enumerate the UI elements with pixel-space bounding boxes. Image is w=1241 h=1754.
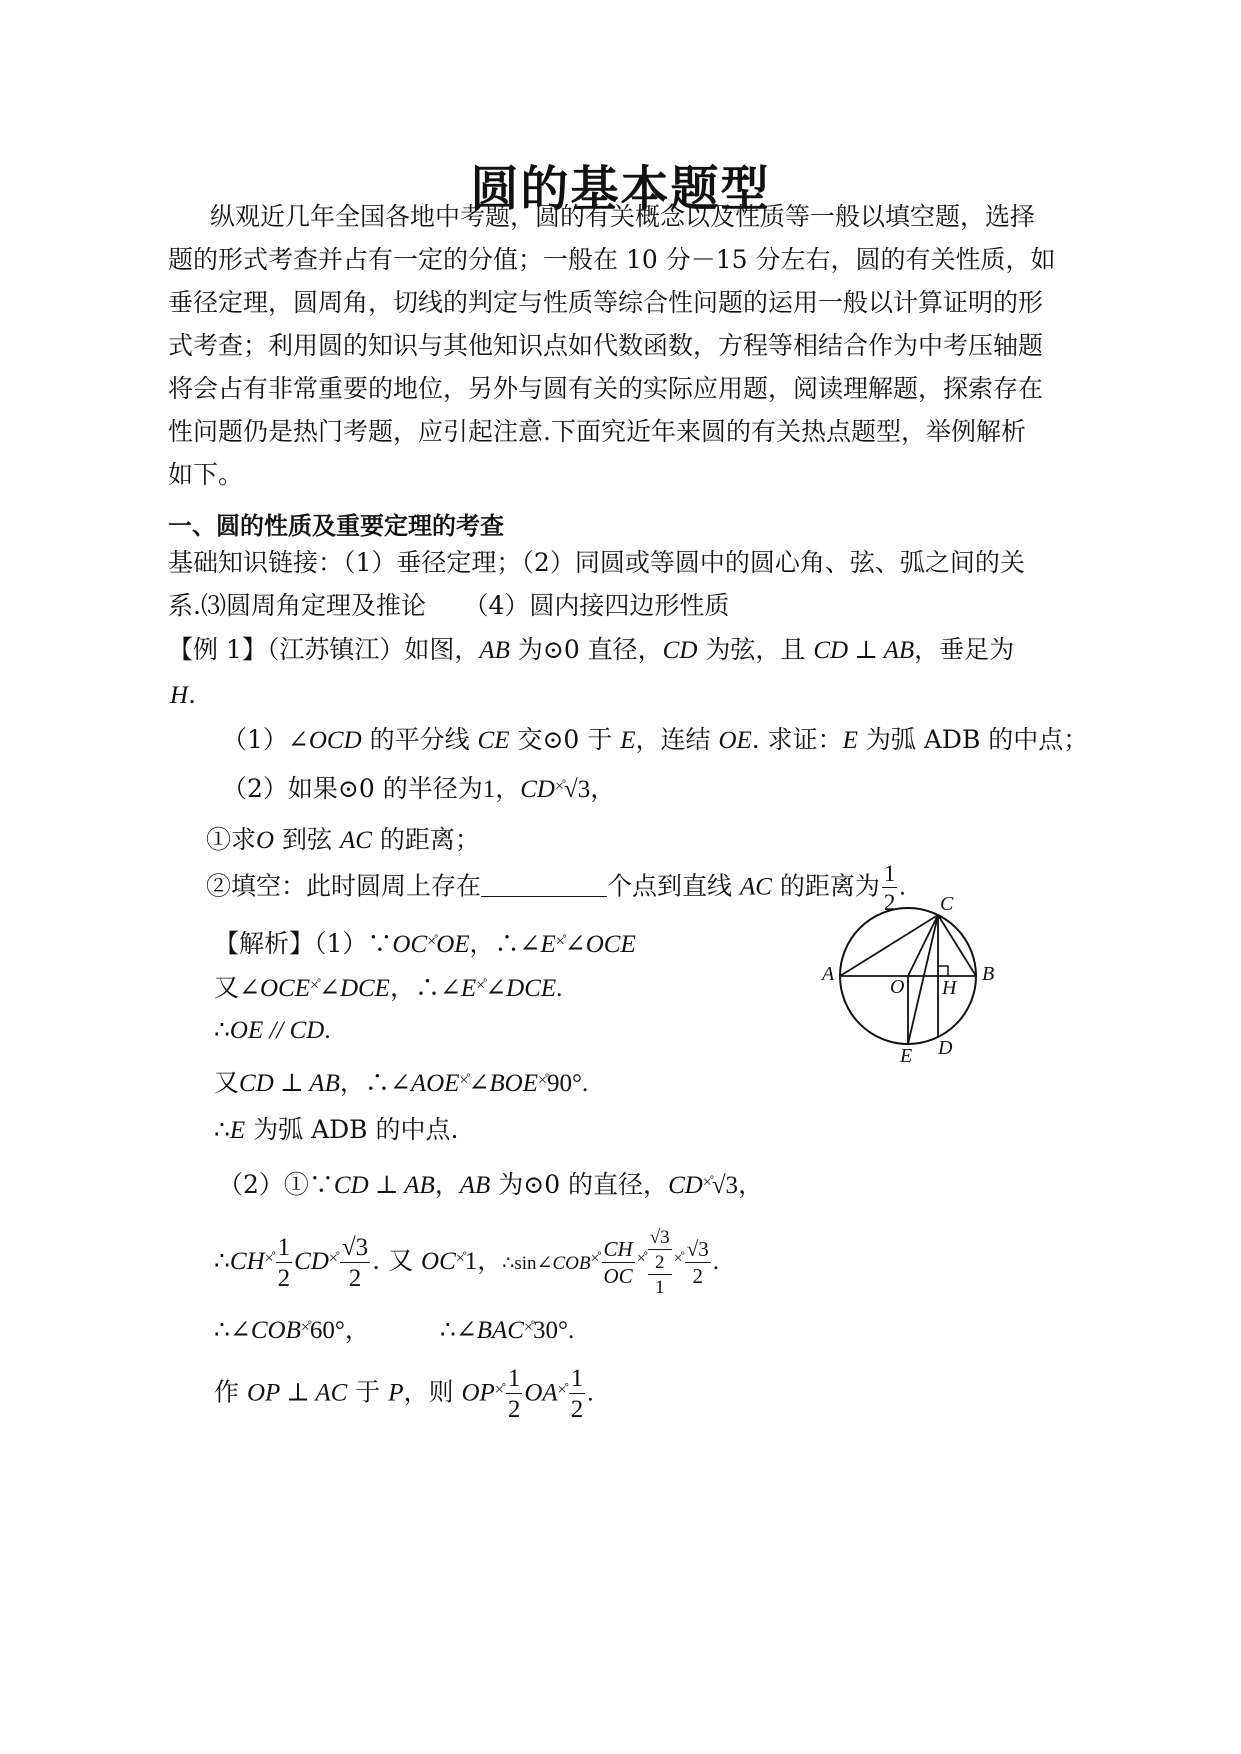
label-a: A <box>822 963 835 985</box>
math: ∠OCD <box>287 727 362 754</box>
math: AB <box>459 1172 491 1199</box>
math: √3 <box>711 1172 739 1199</box>
text: 个点到直线 <box>607 871 740 901</box>
math: CD <box>668 1172 703 1199</box>
math: CD <box>520 776 555 803</box>
label-c: C <box>940 893 954 915</box>
math: 1 <box>482 776 496 803</box>
label-e: E <box>900 1045 913 1067</box>
math: ∠COB <box>229 1317 301 1344</box>
basics-line-1: 基础知识链接：（1）垂径定理；（2）同圆或等圆中的圆心角、弦、弧之间的关 <box>168 548 1025 577</box>
segment-bc <box>938 915 976 976</box>
math: CD ⊥ AB <box>333 1172 435 1199</box>
text: ②填空：此时圆周上存在 <box>206 871 482 901</box>
question-2-2 <box>206 862 906 914</box>
text: 为⊙0 的直径， <box>490 1170 669 1199</box>
text: 的距离为 <box>771 871 880 901</box>
math: ∴sin <box>502 1253 537 1274</box>
intro-line-1: 纵观近几年全国各地中考题，圆的有关概念以及性质等一般以填空题，选择 <box>210 202 1036 231</box>
text: ，∴ <box>339 1068 390 1097</box>
example-tag: 【例 1】 <box>168 635 267 664</box>
math: OP ⊥ AC <box>246 1379 348 1407</box>
text: 为弧 ADB 的中点. <box>245 1115 459 1144</box>
intro-line-6: 性问题仍是热门考题，应引起注意.下面究近年来圆的有关热点题型，举例解析 <box>168 417 1026 446</box>
period: . <box>899 873 906 901</box>
frac-den: 2 <box>507 1396 521 1423</box>
right-angle-mark <box>938 966 948 976</box>
text: ∴ <box>214 1315 230 1344</box>
text: ，∴ <box>389 973 440 1002</box>
segment-ce <box>908 915 938 1044</box>
label-d: D <box>938 1037 953 1059</box>
text: 为弧 ADB 的中点； <box>857 725 1089 754</box>
example-1-foot <box>170 680 196 711</box>
text: 作 <box>214 1377 247 1407</box>
math: E <box>620 727 636 754</box>
text: ， <box>590 774 616 803</box>
math: ∠OCE <box>564 931 636 958</box>
text: ，连结 <box>635 725 719 754</box>
equals-glyph: ×̊ <box>538 1072 548 1089</box>
text: ∴ <box>214 1246 230 1275</box>
fraction <box>340 1235 370 1291</box>
equals-glyph: ×̊ <box>673 1250 683 1267</box>
page-title: 圆的基本题型 <box>470 161 771 217</box>
math: OE // CD <box>229 1017 325 1044</box>
fraction <box>276 1235 293 1291</box>
math: OC <box>421 1248 456 1275</box>
frac-num: 1 <box>883 861 896 886</box>
math: ∠COB <box>536 1253 591 1274</box>
equals-glyph: ×̊ <box>300 1319 310 1336</box>
math: E <box>842 727 858 754</box>
math: ∠DCE <box>319 975 390 1002</box>
frac-num: 1 <box>277 1233 291 1261</box>
period: . <box>324 1017 331 1044</box>
equals-glyph: ×̊ <box>459 1072 469 1089</box>
frac-den: 2 <box>883 890 896 915</box>
period: . <box>556 975 563 1002</box>
intro-line-4: 式考查；利用圆的知识与其他知识点如代数函数，方程等相结合作为中考压轴题 <box>168 331 1044 360</box>
text: ①求 <box>206 825 257 854</box>
frac-num: 1 <box>507 1365 521 1392</box>
math: 60° <box>309 1317 345 1344</box>
text: （2）如果⊙0 的半径为 <box>222 774 483 803</box>
math: CH <box>229 1248 265 1275</box>
math-ab: AB <box>479 637 510 664</box>
math: CD <box>294 1248 329 1275</box>
text: 又 <box>214 973 240 1002</box>
text: . 又 <box>372 1246 422 1275</box>
equals-glyph: ×̊ <box>554 778 564 795</box>
fraction <box>569 1366 586 1422</box>
compound-num <box>648 1228 672 1275</box>
text: ，∴ <box>469 929 520 958</box>
solution-line-9 <box>214 1366 593 1422</box>
math-h: H <box>170 682 189 709</box>
math: OA <box>524 1379 558 1407</box>
text: ， <box>344 1315 370 1344</box>
math: E <box>229 1117 246 1144</box>
example-text: 为弦，且 <box>697 635 814 664</box>
intro-line-7: 如下。 <box>168 460 244 489</box>
frac-num: √3 <box>686 1236 709 1261</box>
solution-line-6 <box>218 1168 763 1201</box>
frac-num: √3 <box>649 1227 670 1248</box>
math: √3 <box>564 776 591 803</box>
solution-line-4 <box>214 1066 588 1099</box>
equals-glyph: ×̊ <box>555 933 565 950</box>
math: AC <box>339 827 372 854</box>
example-text: ，垂足为 <box>914 635 1015 664</box>
equals-glyph: ×̊ <box>427 933 437 950</box>
example-source: （江苏镇江）如图， <box>266 635 480 664</box>
period: . <box>188 680 197 709</box>
math: OP <box>461 1379 495 1407</box>
frac-den: OC <box>603 1263 633 1288</box>
text: . 求证： <box>751 725 843 754</box>
math: ∠BOE <box>468 1070 538 1097</box>
math: ∠DCE <box>485 975 557 1002</box>
equals-glyph: ×̊ <box>455 1250 465 1267</box>
text: 交⊙0 于 <box>509 725 621 754</box>
period: . <box>568 1317 575 1344</box>
intro-line-2: 题的形式考查并占有一定的分值；一般在 10 分－15 分左右，圆的有关性质，如 <box>168 245 1056 274</box>
label-h: H <box>942 977 957 999</box>
period: . <box>712 1248 719 1275</box>
frac-num: √3 <box>341 1233 369 1261</box>
solution-line-5 <box>214 1115 458 1146</box>
equals-glyph: ×̊ <box>590 1250 600 1267</box>
math-cd: CD <box>662 637 698 664</box>
equals-glyph: ×̊ <box>557 1381 567 1399</box>
text: ， <box>434 1170 460 1199</box>
frac-den: 2 <box>570 1396 584 1423</box>
math: OE <box>436 931 470 958</box>
text: 于 <box>347 1377 389 1407</box>
example-text: 为⊙0 直径， <box>509 635 663 664</box>
text: ， <box>495 774 521 803</box>
equals-glyph: ×̊ <box>309 977 319 994</box>
math: ∠OCE <box>239 975 310 1002</box>
solution-tag: 【解析】 <box>214 929 315 958</box>
label-b: B <box>982 963 995 985</box>
fraction <box>602 1236 635 1288</box>
section-heading: 一、圆的性质及重要定理的考查 <box>168 512 504 540</box>
basics-line-2: 系.⑶圆周角定理及推论 （4）圆内接四边形性质 <box>168 591 730 620</box>
math: OC <box>392 931 428 958</box>
math: ∠BAC <box>455 1317 524 1344</box>
question-1 <box>222 725 1088 756</box>
equals-glyph: ×̊ <box>264 1250 274 1267</box>
frac-den: 2 <box>277 1264 291 1292</box>
math: 90° <box>547 1070 583 1097</box>
period: . <box>587 1379 594 1407</box>
text: ， <box>477 1246 503 1275</box>
equals-glyph: ×̊ <box>636 1250 646 1267</box>
math-perp: CD ⊥ AB <box>813 637 915 664</box>
math: CE <box>477 727 510 754</box>
answer-blank[interactable] <box>481 870 607 897</box>
intro-line-3: 垂径定理，圆周角，切线的判定与性质等综合性问题的运用一般以计算证明的形 <box>168 288 1044 317</box>
fraction <box>685 1236 711 1288</box>
q-num: （1） <box>222 725 288 754</box>
intro-line-5: 将会占有非常重要的地位，另外与圆有关的实际应用题，阅读理解题，探索存在 <box>168 374 1044 403</box>
text: （2）①∵ <box>218 1170 334 1199</box>
frac-den: 2 <box>348 1264 362 1292</box>
text: ∴ <box>214 1015 230 1044</box>
example-1-statement <box>168 635 1014 666</box>
math: P <box>388 1379 404 1407</box>
math: 1 <box>464 1248 478 1275</box>
text: 到弦 <box>274 825 340 854</box>
circle-figure <box>810 890 1010 1075</box>
compound-fraction <box>648 1228 672 1297</box>
equals-glyph: ×̊ <box>523 1319 534 1336</box>
frac-den: 1 <box>654 1277 665 1298</box>
frac-den: 2 <box>692 1263 703 1288</box>
frac-num: 1 <box>570 1365 584 1392</box>
inner-fraction <box>648 1228 672 1272</box>
text: ， <box>738 1170 764 1199</box>
math: AC <box>739 873 772 901</box>
solution-line-1 <box>214 927 636 960</box>
math: ∠E <box>439 975 477 1002</box>
fraction <box>506 1366 523 1422</box>
equals-glyph: ×̊ <box>494 1381 504 1399</box>
equals-glyph: ×̊ <box>702 1174 712 1191</box>
text: ∴ <box>214 1115 230 1144</box>
question-2 <box>222 772 615 805</box>
solution-line-8 <box>214 1313 574 1346</box>
label-o: O <box>890 976 905 998</box>
math: OE <box>718 727 752 754</box>
text: 又 <box>214 1068 240 1097</box>
text: 的平分线 <box>361 725 478 754</box>
text: ，则 <box>403 1377 462 1407</box>
text: （1）∵ <box>314 929 393 958</box>
math: ∠AOE <box>389 1070 460 1097</box>
math: 30° <box>533 1317 569 1344</box>
math: O <box>256 827 275 854</box>
math: ∠E <box>519 931 556 958</box>
solution-line-7 <box>214 1228 719 1297</box>
frac-den: 2 <box>654 1252 665 1273</box>
solution-line-2 <box>214 971 562 1004</box>
equals-glyph: ×̊ <box>476 977 486 994</box>
math: CD ⊥ AB <box>239 1070 340 1097</box>
text: ∴ <box>439 1315 456 1344</box>
question-2-1 <box>206 825 480 856</box>
equals-glyph: ×̊ <box>328 1250 338 1267</box>
solution-line-3 <box>214 1015 331 1046</box>
frac-num: CH <box>603 1236 633 1261</box>
period: . <box>582 1070 589 1097</box>
text: 的距离； <box>371 825 480 854</box>
